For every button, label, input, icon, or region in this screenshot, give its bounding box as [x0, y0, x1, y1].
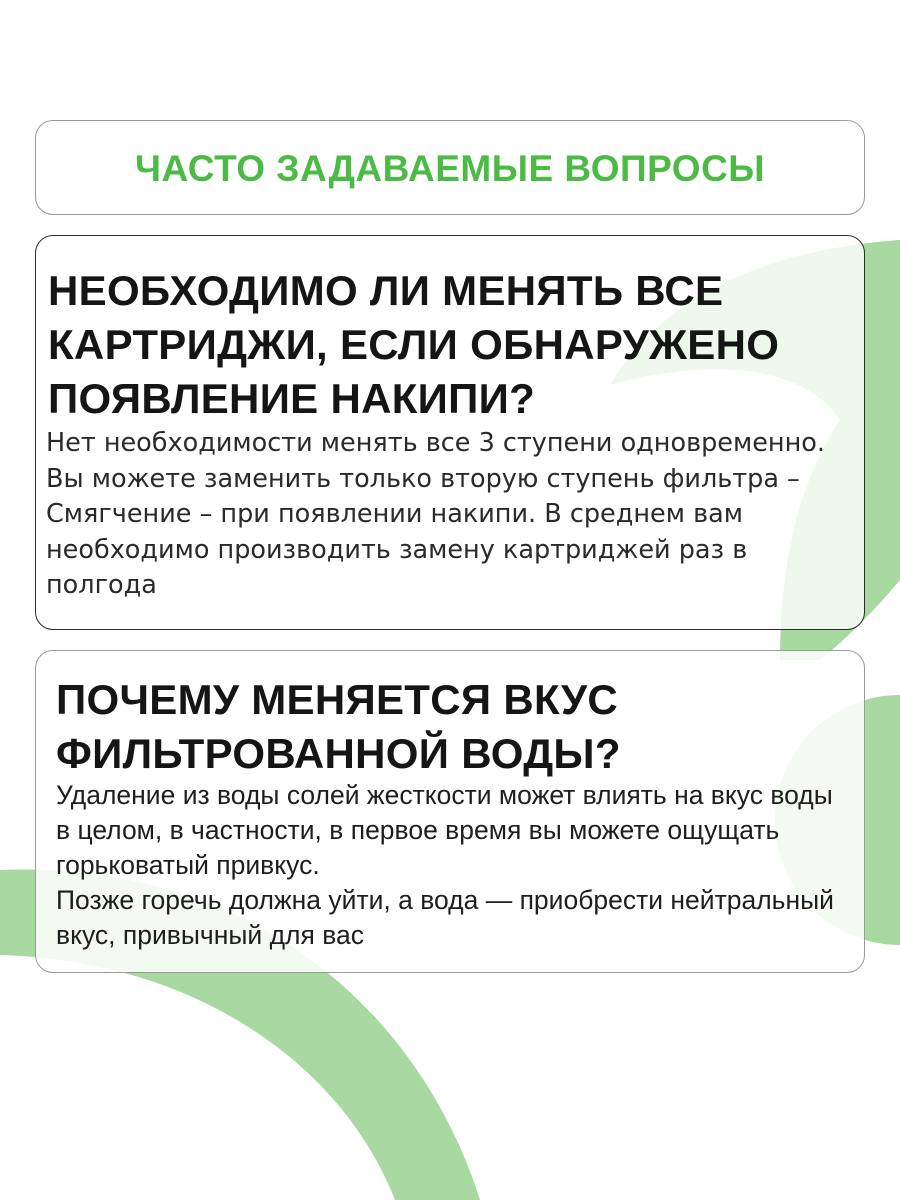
- faq-card: [35, 235, 865, 630]
- faq-answer: [56, 778, 846, 953]
- page-title: ЧАСТО ЗАДАВАЕМЫЕ ВОПРОСЫ: [134, 147, 766, 189]
- faq-answer-paragraph: Удаление из воды солей жесткости может влиять на вкус воды в целом, в частности, в первое время вы можете ощущать горьковатый привкус.: [56, 780, 833, 880]
- faq-answer-paragraph: Нет необходимости менять все 3 ступени одновременно. Вы можете заменить только вторую ступень фильтра – Смягчение – при появлении накипи. В среднем вам необходимо производить замену картриджей раз в полгода: [46, 428, 825, 600]
- faq-answer: [46, 426, 846, 604]
- faq-question: ПОЧЕМУ МЕНЯЕТСЯ ВКУС ФИЛЬТРОВАННОЙ ВОДЫ?: [56, 676, 621, 777]
- header-card: [35, 120, 865, 215]
- faq-question: НЕОБХОДИМО ЛИ МЕНЯТЬ ВСЕ КАРТРИДЖИ, ЕСЛИ ОБНАРУЖЕНО ПОЯВЛЕНИЕ НАКИПИ?: [48, 267, 780, 422]
- faq-card: [35, 650, 865, 973]
- faq-answer-paragraph: Позже горечь должна уйти, а вода — приобрести нейтральный вкус, привычный для вас: [56, 885, 834, 950]
